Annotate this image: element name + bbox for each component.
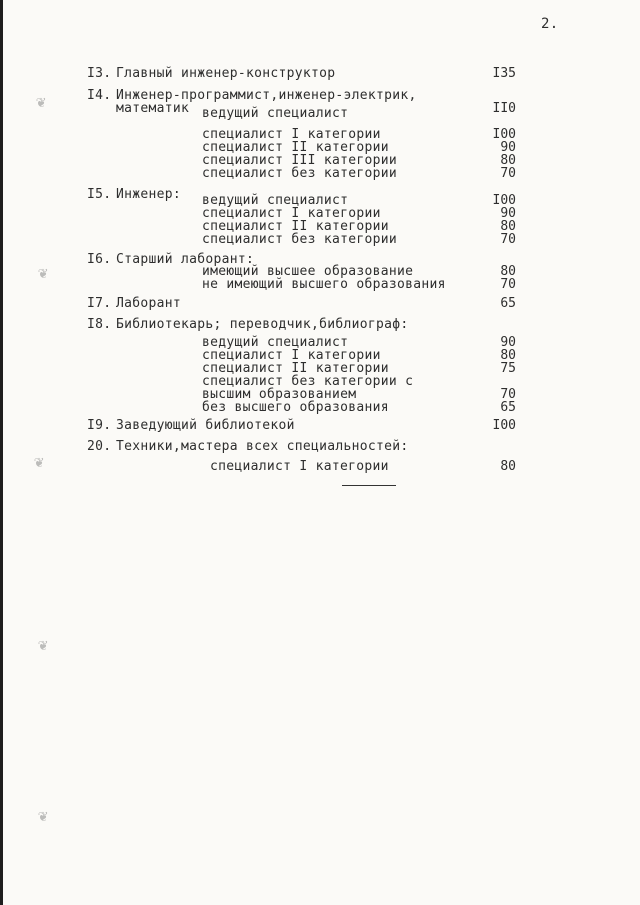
item-14-row-5-value: 70: [500, 166, 516, 181]
item-18-row-6-label: без высшего образования: [202, 400, 389, 415]
item-20-row-1-value: 80: [500, 459, 516, 474]
item-19-title: Заведующий библиотекой: [116, 418, 295, 433]
item-15-row-2-label: специалист I категории: [202, 206, 381, 221]
item-20-title: Техники,мастера всех специальностей:: [116, 439, 409, 454]
item-18-row-6-value: 65: [500, 400, 516, 415]
item-18-row-1-value: 90: [500, 335, 516, 350]
item-17-title: Лаборант: [116, 296, 182, 311]
item-15-number: I5.: [87, 187, 112, 202]
item-20-number: 20.: [87, 439, 112, 454]
margin-mark: ❦: [34, 452, 44, 471]
item-19-number: I9.: [87, 418, 112, 433]
item-16-row-1-value: 80: [500, 264, 516, 279]
item-18-row-5-value: 70: [500, 387, 516, 402]
item-18-row-3-value: 75: [500, 361, 516, 376]
margin-mark: ❦: [36, 92, 46, 111]
item-14-row-1-label: ведущий специалист: [202, 106, 349, 121]
item-16-row-2-value: 70: [500, 277, 516, 292]
item-15-row-1-value: I00: [492, 193, 516, 208]
item-14-row-2-label: специалист I категории: [202, 127, 381, 142]
item-15-row-4-value: 70: [500, 232, 516, 247]
closing-rule: [342, 485, 396, 486]
item-14-row-3-value: 90: [500, 140, 516, 155]
item-13-number: I3.: [87, 66, 112, 81]
item-19-value: I00: [492, 418, 516, 433]
item-14-row-1-value: II0: [492, 101, 516, 116]
item-18-row-2-value: 80: [500, 348, 516, 363]
item-16-title: Старший лаборант:: [116, 252, 255, 267]
item-18-row-5-label: высшим образованием: [202, 387, 357, 402]
margin-mark: ❦: [38, 806, 48, 825]
item-18-row-1-label: ведущий специалист: [202, 335, 349, 350]
page-left-edge: [0, 0, 3, 905]
item-13-value: I35: [492, 66, 516, 81]
item-15-row-3-label: специалист II категории: [202, 219, 389, 234]
item-17-value: 65: [500, 296, 516, 311]
item-15-row-2-value: 90: [500, 206, 516, 221]
item-16-row-1-label: имеющий высшее образование: [202, 264, 414, 279]
item-18-row-2-label: специалист I категории: [202, 348, 381, 363]
item-18-number: I8.: [87, 317, 112, 332]
page-number: 2.: [541, 16, 559, 32]
item-15-title: Инженер:: [116, 187, 182, 202]
item-16-number: I6.: [87, 252, 112, 267]
item-14-row-4-label: специалист III категории: [202, 153, 398, 168]
item-16-row-2-label: не имеющий высшего образования: [202, 277, 446, 292]
item-15-row-1-label: ведущий специалист: [202, 193, 349, 208]
item-14-row-3-label: специалист II категории: [202, 140, 389, 155]
item-18-row-3-label: специалист II категории: [202, 361, 389, 376]
item-17-number: I7.: [87, 296, 112, 311]
item-18-title: Библиотекарь; переводчик,библиограф:: [116, 317, 409, 332]
item-14-number: I4.: [87, 88, 112, 103]
item-14-title-line2: математик: [116, 101, 190, 116]
item-18-row-4-label: специалист без категории с: [202, 374, 414, 389]
item-14-title: Инженер-программист,инженер-электрик,: [116, 88, 417, 103]
item-15-row-4-label: специалист без категории: [202, 232, 398, 247]
margin-mark: ❦: [38, 263, 48, 282]
item-20-row-1-label: специалист I категории: [210, 459, 389, 474]
item-14-row-4-value: 80: [500, 153, 516, 168]
margin-mark: ❦: [38, 635, 48, 654]
item-14-row-2-value: I00: [492, 127, 516, 142]
item-14-row-5-label: специалист без категории: [202, 166, 398, 181]
item-15-row-3-value: 80: [500, 219, 516, 234]
item-13-title: Главный инженер-конструктор: [116, 66, 336, 81]
